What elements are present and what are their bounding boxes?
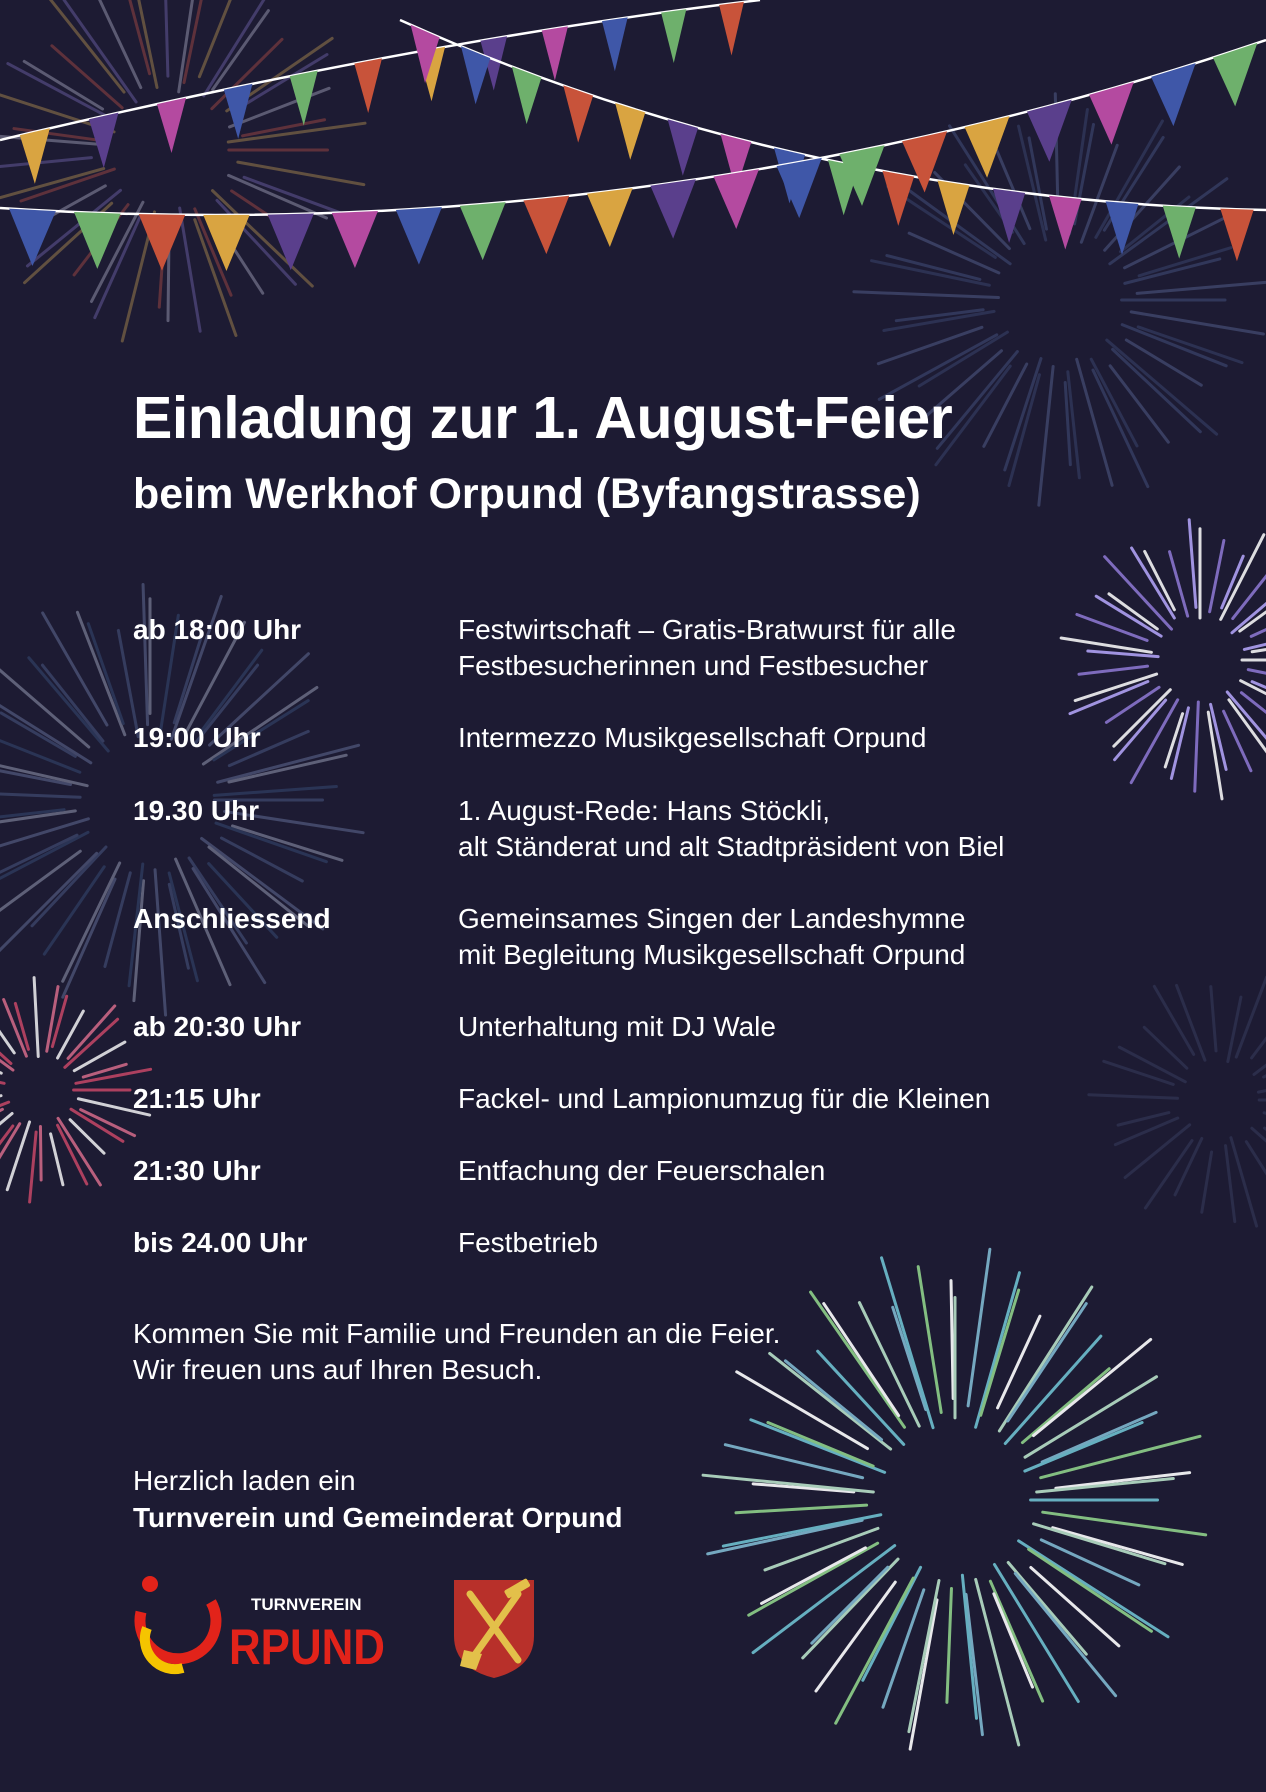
bunting-flag bbox=[714, 169, 759, 229]
invitation-signature bbox=[133, 1462, 623, 1536]
closing-line: Wir freuen uns auf Ihren Besuch. bbox=[133, 1354, 543, 1385]
bunting-flag bbox=[1049, 196, 1082, 250]
bunting-flag bbox=[1151, 63, 1196, 126]
page-subtitle: beim Werkhof Orpund (Byfangstrasse) bbox=[133, 470, 921, 518]
bunting-flag bbox=[1220, 209, 1253, 262]
program-description-line: 1. August-Rede: Hans Stöckli, bbox=[458, 795, 830, 826]
bunting-flag bbox=[290, 71, 318, 126]
invite-intro: Herzlich laden ein bbox=[133, 1465, 356, 1496]
bunting-flag bbox=[460, 202, 506, 260]
program-description-line: Unterhaltung mit DJ Wale bbox=[458, 1011, 776, 1042]
program-description-line: Festwirtschaft – Gratis-Bratwurst für alle bbox=[458, 614, 956, 645]
bunting-flag bbox=[1163, 206, 1196, 259]
program-description-line: alt Ständerat und alt Stadtpräsident von Biel bbox=[458, 831, 1005, 862]
program-description bbox=[458, 1153, 1218, 1189]
closing-text bbox=[133, 1316, 780, 1388]
bunting-flag bbox=[523, 196, 569, 254]
invite-organizers: Turnverein und Gemeinderat Orpund bbox=[133, 1502, 623, 1533]
bunting-flag bbox=[20, 128, 50, 183]
bunting-flag bbox=[9, 209, 56, 266]
program-time: bis 24.00 Uhr bbox=[133, 1227, 308, 1258]
bunting-flag bbox=[615, 103, 645, 160]
bunting-flag bbox=[777, 158, 822, 218]
program-description-line: Festbetrieb bbox=[458, 1227, 599, 1258]
bunting-flag bbox=[650, 179, 696, 238]
bunting-flag bbox=[354, 58, 382, 113]
program-description bbox=[458, 901, 1218, 973]
program-time: ab 20:30 Uhr bbox=[133, 1011, 302, 1042]
closing-line: Kommen Sie mit Familie und Freunden an die Feier. bbox=[133, 1318, 781, 1349]
firework-burst bbox=[0, 0, 365, 341]
bunting-flag bbox=[1089, 82, 1134, 145]
program-time: 19.30 Uhr bbox=[133, 795, 260, 826]
program-time: ab 18:00 Uhr bbox=[133, 614, 302, 645]
turnverein-orpund-logo bbox=[133, 1572, 393, 1687]
program-description bbox=[458, 1009, 1218, 1045]
svg-text:TURNVEREIN: TURNVEREIN bbox=[251, 1595, 362, 1614]
program-description-line: Festbesucherinnen und Festbesucher bbox=[458, 650, 929, 681]
program-description bbox=[458, 720, 1218, 756]
program-description bbox=[458, 793, 1218, 865]
bunting-flag bbox=[668, 119, 698, 175]
bunting-flag bbox=[332, 211, 378, 268]
bunting-flag bbox=[587, 188, 633, 247]
svg-text:RPUND: RPUND bbox=[229, 1619, 385, 1675]
program-description-line: Intermezzo Musikgesellschaft Orpund bbox=[458, 722, 927, 753]
program-description-line: Entfachung der Feuerschalen bbox=[458, 1155, 826, 1186]
bunting-flag bbox=[1213, 43, 1257, 106]
program-description-line: mit Begleitung Musikgesellschaft Orpund bbox=[458, 939, 966, 970]
bunting-flag bbox=[882, 171, 914, 226]
bunting-flag bbox=[661, 9, 686, 63]
bunting-garlands bbox=[0, 0, 1266, 271]
program-time: Anschliessend bbox=[133, 903, 331, 934]
coat-of-arms-icon bbox=[452, 1578, 536, 1680]
bunting-flag bbox=[542, 26, 568, 80]
firework-burst bbox=[0, 978, 151, 1202]
program-description-line: Fackel- und Lampionumzug für die Kleinen bbox=[458, 1083, 991, 1114]
bunting-flag bbox=[602, 17, 628, 71]
bunting-flag bbox=[719, 2, 744, 56]
bunting-flag bbox=[937, 181, 969, 236]
program-description-line: Gemeinsames Singen der Landeshymne bbox=[458, 903, 966, 934]
program-description bbox=[458, 1225, 1218, 1261]
program-time: 21:15 Uhr bbox=[133, 1083, 261, 1114]
program-time: 19:00 Uhr bbox=[133, 722, 261, 753]
bunting-flag bbox=[157, 98, 186, 153]
program-time: 21:30 Uhr bbox=[133, 1155, 261, 1186]
program-description bbox=[458, 612, 1218, 684]
program-description bbox=[458, 1081, 1218, 1117]
bunting-flag bbox=[396, 207, 442, 265]
page-title: Einladung zur 1. August-Feier bbox=[133, 385, 953, 451]
